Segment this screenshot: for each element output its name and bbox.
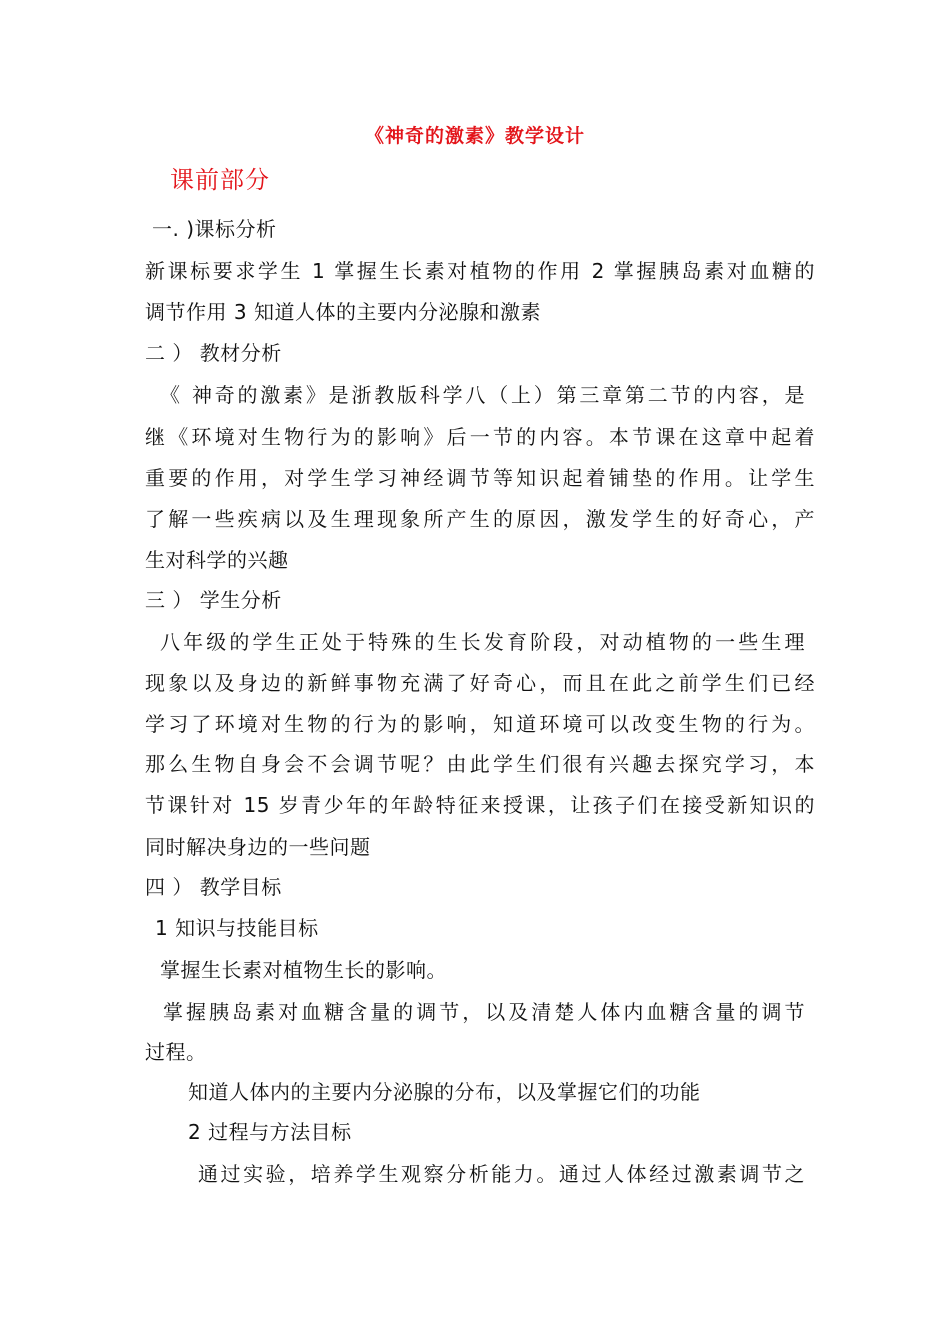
heading-teaching-objectives: 四 ） 教学目标	[145, 875, 282, 899]
paragraph-line: 了解一些疾病以及生理现象所产生的原因，激发学生的好奇心，产	[145, 507, 815, 531]
paragraph-line: 《 神奇的激素》是浙教版科学八（上）第三章第二节的内容，是	[160, 383, 805, 407]
section-heading: 课前部分	[170, 166, 270, 194]
paragraph-line: 现象以及身边的新鲜事物充满了好奇心，而且在此之前学生们已经	[145, 671, 815, 695]
paragraph-line: 继《环境对生物行为的影响》后一节的内容。本节课在这章中起着	[145, 425, 815, 449]
paragraph-line: 掌握胰岛素对血糖含量的调节，以及清楚人体内血糖含量的调节	[163, 1000, 805, 1024]
paragraph-line: 重要的作用，对学生学习神经调节等知识起着铺垫的作用。让学生	[145, 466, 815, 490]
paragraph-line: 通过实验，培养学生观察分析能力。通过人体经过激素调节之	[198, 1162, 805, 1186]
paragraph-line: 同时解决身边的一些问题	[145, 835, 371, 859]
paragraph-line: 八年级的学生正处于特殊的生长发育阶段，对动植物的一些生理	[160, 630, 805, 654]
paragraph-line: 节课针对 15 岁青少年的年龄特征来授课，让孩子们在接受新知识的	[145, 793, 815, 817]
paragraph-line: 那么生物自身会不会调节呢？由此学生们很有兴趣去探究学习，本	[145, 752, 815, 776]
document-title: 《神奇的激素》教学设计	[364, 125, 585, 147]
paragraph-line: 新课标要求学生 1 掌握生长素对植物的作用 2 掌握胰岛素对血糖的	[145, 259, 815, 283]
paragraph-line: 掌握生长素对植物生长的影响。	[160, 958, 447, 982]
paragraph-line: 生对科学的兴趣	[145, 548, 289, 572]
heading-textbook-analysis: 二 ） 教材分析	[145, 341, 282, 365]
paragraph-line: 调节作用 3 知道人体的主要内分泌腺和激素	[145, 300, 541, 324]
heading-curriculum-analysis: 一. )课标分析	[152, 217, 277, 241]
subheading-knowledge-skills: 1 知识与技能目标	[155, 916, 319, 940]
paragraph-line: 过程。	[145, 1040, 207, 1064]
heading-student-analysis: 三 ） 学生分析	[145, 588, 282, 612]
paragraph-line: 学习了环境对生物的行为的影响，知道环境可以改变生物的行为。	[145, 712, 815, 736]
subheading-process-methods: 2 过程与方法目标	[188, 1120, 352, 1144]
paragraph-line: 知道人体内的主要内分泌腺的分布，以及掌握它们的功能	[188, 1080, 701, 1104]
